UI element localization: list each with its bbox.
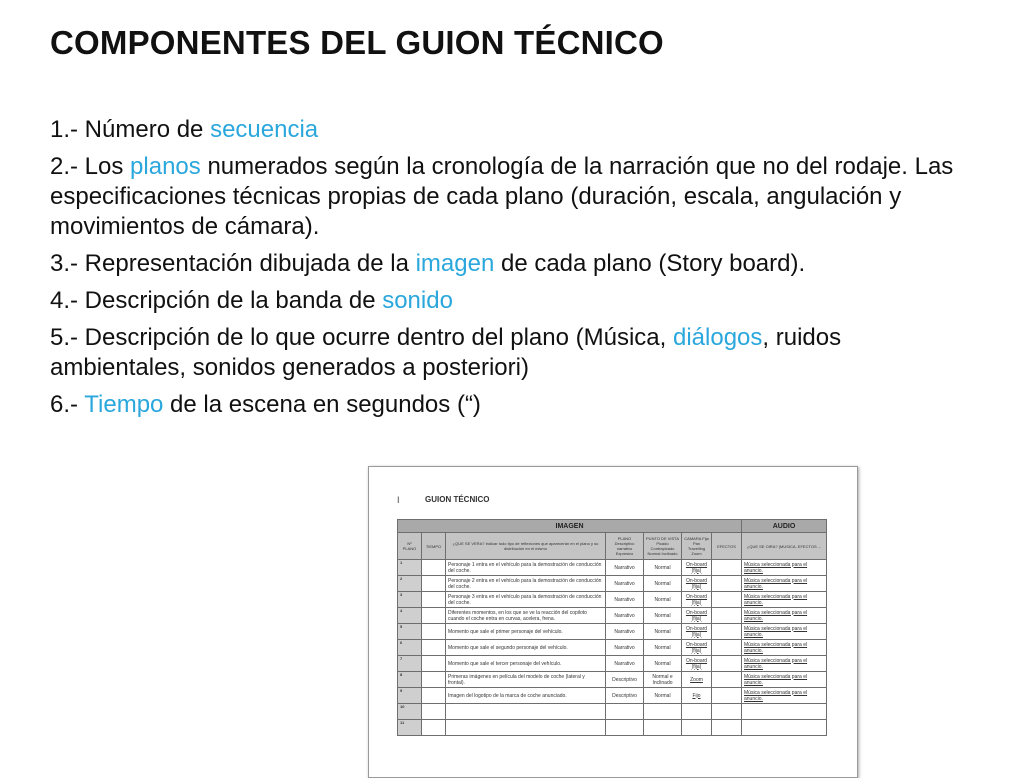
keyword-highlight: imagen <box>415 250 495 277</box>
table-row <box>398 672 827 688</box>
cell-n: 10 <box>398 704 422 720</box>
col-que: ¿QUE SE VERA? Indicar todo tipo de reflexiones que aparecerán en el plano y su distribución en el mismo <box>446 533 606 560</box>
cell-n: 5 <box>398 624 422 640</box>
sheet-heading: GUION TÉCNICO <box>425 495 490 504</box>
cell-audio: Música seleccionada para el anuncio. <box>742 560 827 576</box>
list-item: 3.- Representación dibujada de la imagen de cada plano (Story board). <box>50 250 806 277</box>
keyword-highlight: Tiempo <box>84 391 164 418</box>
cell-desc: Momento que sale el tercer personaje del vehículo. <box>446 656 606 672</box>
table-row <box>398 640 827 656</box>
cell-n: 7 <box>398 656 422 672</box>
cell-audio: Música seleccionada para el anuncio. <box>742 576 827 592</box>
cell-tipo: Descriptivo <box>606 688 644 704</box>
cell-desc <box>446 720 606 736</box>
cell-cam: On-board (fija) <box>682 592 712 608</box>
cell-empty <box>422 560 446 576</box>
table-row <box>398 720 827 736</box>
table-row <box>398 624 827 640</box>
list-item: 1.- Número de secuencia <box>50 116 319 143</box>
cell-punto: Normal <box>644 592 682 608</box>
cell-n: 8 <box>398 672 422 688</box>
components-list <box>50 115 980 427</box>
cell-cam: On-board (fija) <box>682 560 712 576</box>
cell-punto: Normal <box>644 640 682 656</box>
cell-empty <box>712 592 742 608</box>
cell-desc: Personaje 1 entra en el vehículo para la demostración de conducción del coche. <box>446 560 606 576</box>
cell-cam: On-board (fija) <box>682 640 712 656</box>
cell-empty <box>712 704 742 720</box>
cell-audio: Música seleccionada para el anuncio. <box>742 608 827 624</box>
cell-desc: Primeras imágenes en película del modelo de coche (lateral y frontal). <box>446 672 606 688</box>
cell-desc: Diferentes momentos, en los que se ve la reacción del copiloto cuando el coche entra en curvas, acelera, frena. <box>446 608 606 624</box>
cell-empty <box>422 576 446 592</box>
table-body <box>398 560 827 736</box>
cell-n: 6 <box>398 640 422 656</box>
cell-desc <box>446 704 606 720</box>
table-row <box>398 560 827 576</box>
cell-cam: On-board (fija) <box>682 624 712 640</box>
cell-desc: Personaje 2 entra en el vehículo para la demostración de conducción del coche. <box>446 576 606 592</box>
cell-punto: Normal <box>644 560 682 576</box>
col-punto: PUNTO DE VISTA Picado Contrapicado Normal Inclinado <box>644 533 682 560</box>
cell-empty <box>712 576 742 592</box>
cell-cam: On-board (fija) <box>682 656 712 672</box>
cell-empty <box>422 720 446 736</box>
cell-empty <box>712 688 742 704</box>
cell-tipo <box>606 720 644 736</box>
table-row <box>398 704 827 720</box>
cell-tipo: Narrativo <box>606 640 644 656</box>
cell-audio: Música seleccionada para el anuncio. <box>742 624 827 640</box>
cell-empty <box>422 640 446 656</box>
cell-empty <box>712 624 742 640</box>
cell-empty <box>422 592 446 608</box>
group-audio: AUDIO <box>742 520 827 533</box>
list-item: 5.- Descripción de lo que ocurre dentro del plano (Música, diálogos, ruidos ambientales, sonidos generados a posteriori) <box>50 324 842 381</box>
col-camara: CAMARA Fija Pan Travelling Zoom <box>682 533 712 560</box>
cell-empty <box>422 672 446 688</box>
cell-punto: Normal <box>644 608 682 624</box>
script-table-image <box>368 466 858 778</box>
cell-tipo: Narrativo <box>606 592 644 608</box>
table-row <box>398 688 827 704</box>
cell-empty <box>422 688 446 704</box>
list-item: 4.- Descripción de la banda de sonido <box>50 287 453 314</box>
cell-tipo: Narrativo <box>606 576 644 592</box>
cell-cam: Fijo <box>682 688 712 704</box>
table-row <box>398 592 827 608</box>
cell-tipo <box>606 704 644 720</box>
col-efectos: EFECTOS <box>712 533 742 560</box>
cell-cam: On-board (fija) <box>682 576 712 592</box>
cell-n: 1 <box>398 560 422 576</box>
script-table <box>397 519 827 736</box>
cell-desc: Momento que sale el primer personaje del vehículo. <box>446 624 606 640</box>
cell-audio: Música seleccionada para el anuncio. <box>742 656 827 672</box>
cell-cam <box>682 704 712 720</box>
sheet-mark: I <box>397 495 400 505</box>
cell-tipo: Descriptivo <box>606 672 644 688</box>
cell-audio <box>742 704 827 720</box>
cell-empty <box>712 720 742 736</box>
cell-punto: Normal <box>644 576 682 592</box>
cell-desc: Imagen del logotipo de la marca de coche anunciado. <box>446 688 606 704</box>
col-tipo: PLANO Descriptivo narrativo Expresivo <box>606 533 644 560</box>
col-tiempo: TIEMPO <box>422 533 446 560</box>
keyword-highlight: secuencia <box>210 116 319 143</box>
cell-empty <box>422 624 446 640</box>
cell-tipo: Narrativo <box>606 608 644 624</box>
cell-n: 2 <box>398 576 422 592</box>
cell-n: 11 <box>398 720 422 736</box>
cell-empty <box>712 608 742 624</box>
cell-punto: Normal <box>644 624 682 640</box>
col-plano: Nº PLANO <box>398 533 422 560</box>
cell-n: 9 <box>398 688 422 704</box>
cell-cam: Zoom <box>682 672 712 688</box>
cell-empty <box>422 704 446 720</box>
group-imagen: IMAGEN <box>398 520 742 533</box>
cell-desc: Personaje 3 entra en el vehículo para la demostración de conducción del coche. <box>446 592 606 608</box>
cell-audio: Música seleccionada para el anuncio. <box>742 592 827 608</box>
keyword-highlight: sonido <box>382 287 453 314</box>
cell-punto: Normal e Inclinado <box>644 672 682 688</box>
cell-audio: Música seleccionada para el anuncio. <box>742 688 827 704</box>
cell-empty <box>422 656 446 672</box>
cell-audio <box>742 720 827 736</box>
cell-audio: Música seleccionada para el anuncio. <box>742 672 827 688</box>
cell-punto <box>644 720 682 736</box>
cell-tipo: Narrativo <box>606 560 644 576</box>
list-item: 6.- Tiempo de la escena en segundos (“) <box>50 391 481 418</box>
slide-title: COMPONENTES DEL GUION TÉCNICO <box>50 24 664 61</box>
list-item: 2.- Los planos numerados según la cronología de la narración que no del rodaje. Las especificaciones técnicas propias de cada plano (duración, escala, angulación y movimientos de cámara). <box>50 153 954 240</box>
table-row <box>398 576 827 592</box>
cell-n: 3 <box>398 592 422 608</box>
keyword-highlight: planos <box>130 153 201 180</box>
cell-punto: Normal <box>644 656 682 672</box>
cell-cam: On-board (fija) <box>682 608 712 624</box>
cell-tipo: Narrativo <box>606 624 644 640</box>
keyword-highlight: diálogos <box>673 324 763 351</box>
cell-empty <box>712 560 742 576</box>
table-row <box>398 608 827 624</box>
cell-audio: Música seleccionada para el anuncio. <box>742 640 827 656</box>
table-row <box>398 656 827 672</box>
cell-punto: Normal <box>644 688 682 704</box>
cell-punto <box>644 704 682 720</box>
cell-empty <box>712 672 742 688</box>
cell-desc: Momento que sale el segundo personaje del vehículo. <box>446 640 606 656</box>
cell-tipo: Narrativo <box>606 656 644 672</box>
cell-empty <box>422 608 446 624</box>
cell-empty <box>712 640 742 656</box>
cell-cam <box>682 720 712 736</box>
cell-empty <box>712 656 742 672</box>
col-audio: ¿QUE SE OIRA? (MUSICA, EFECTOS ... <box>742 533 827 560</box>
cell-n: 4 <box>398 608 422 624</box>
